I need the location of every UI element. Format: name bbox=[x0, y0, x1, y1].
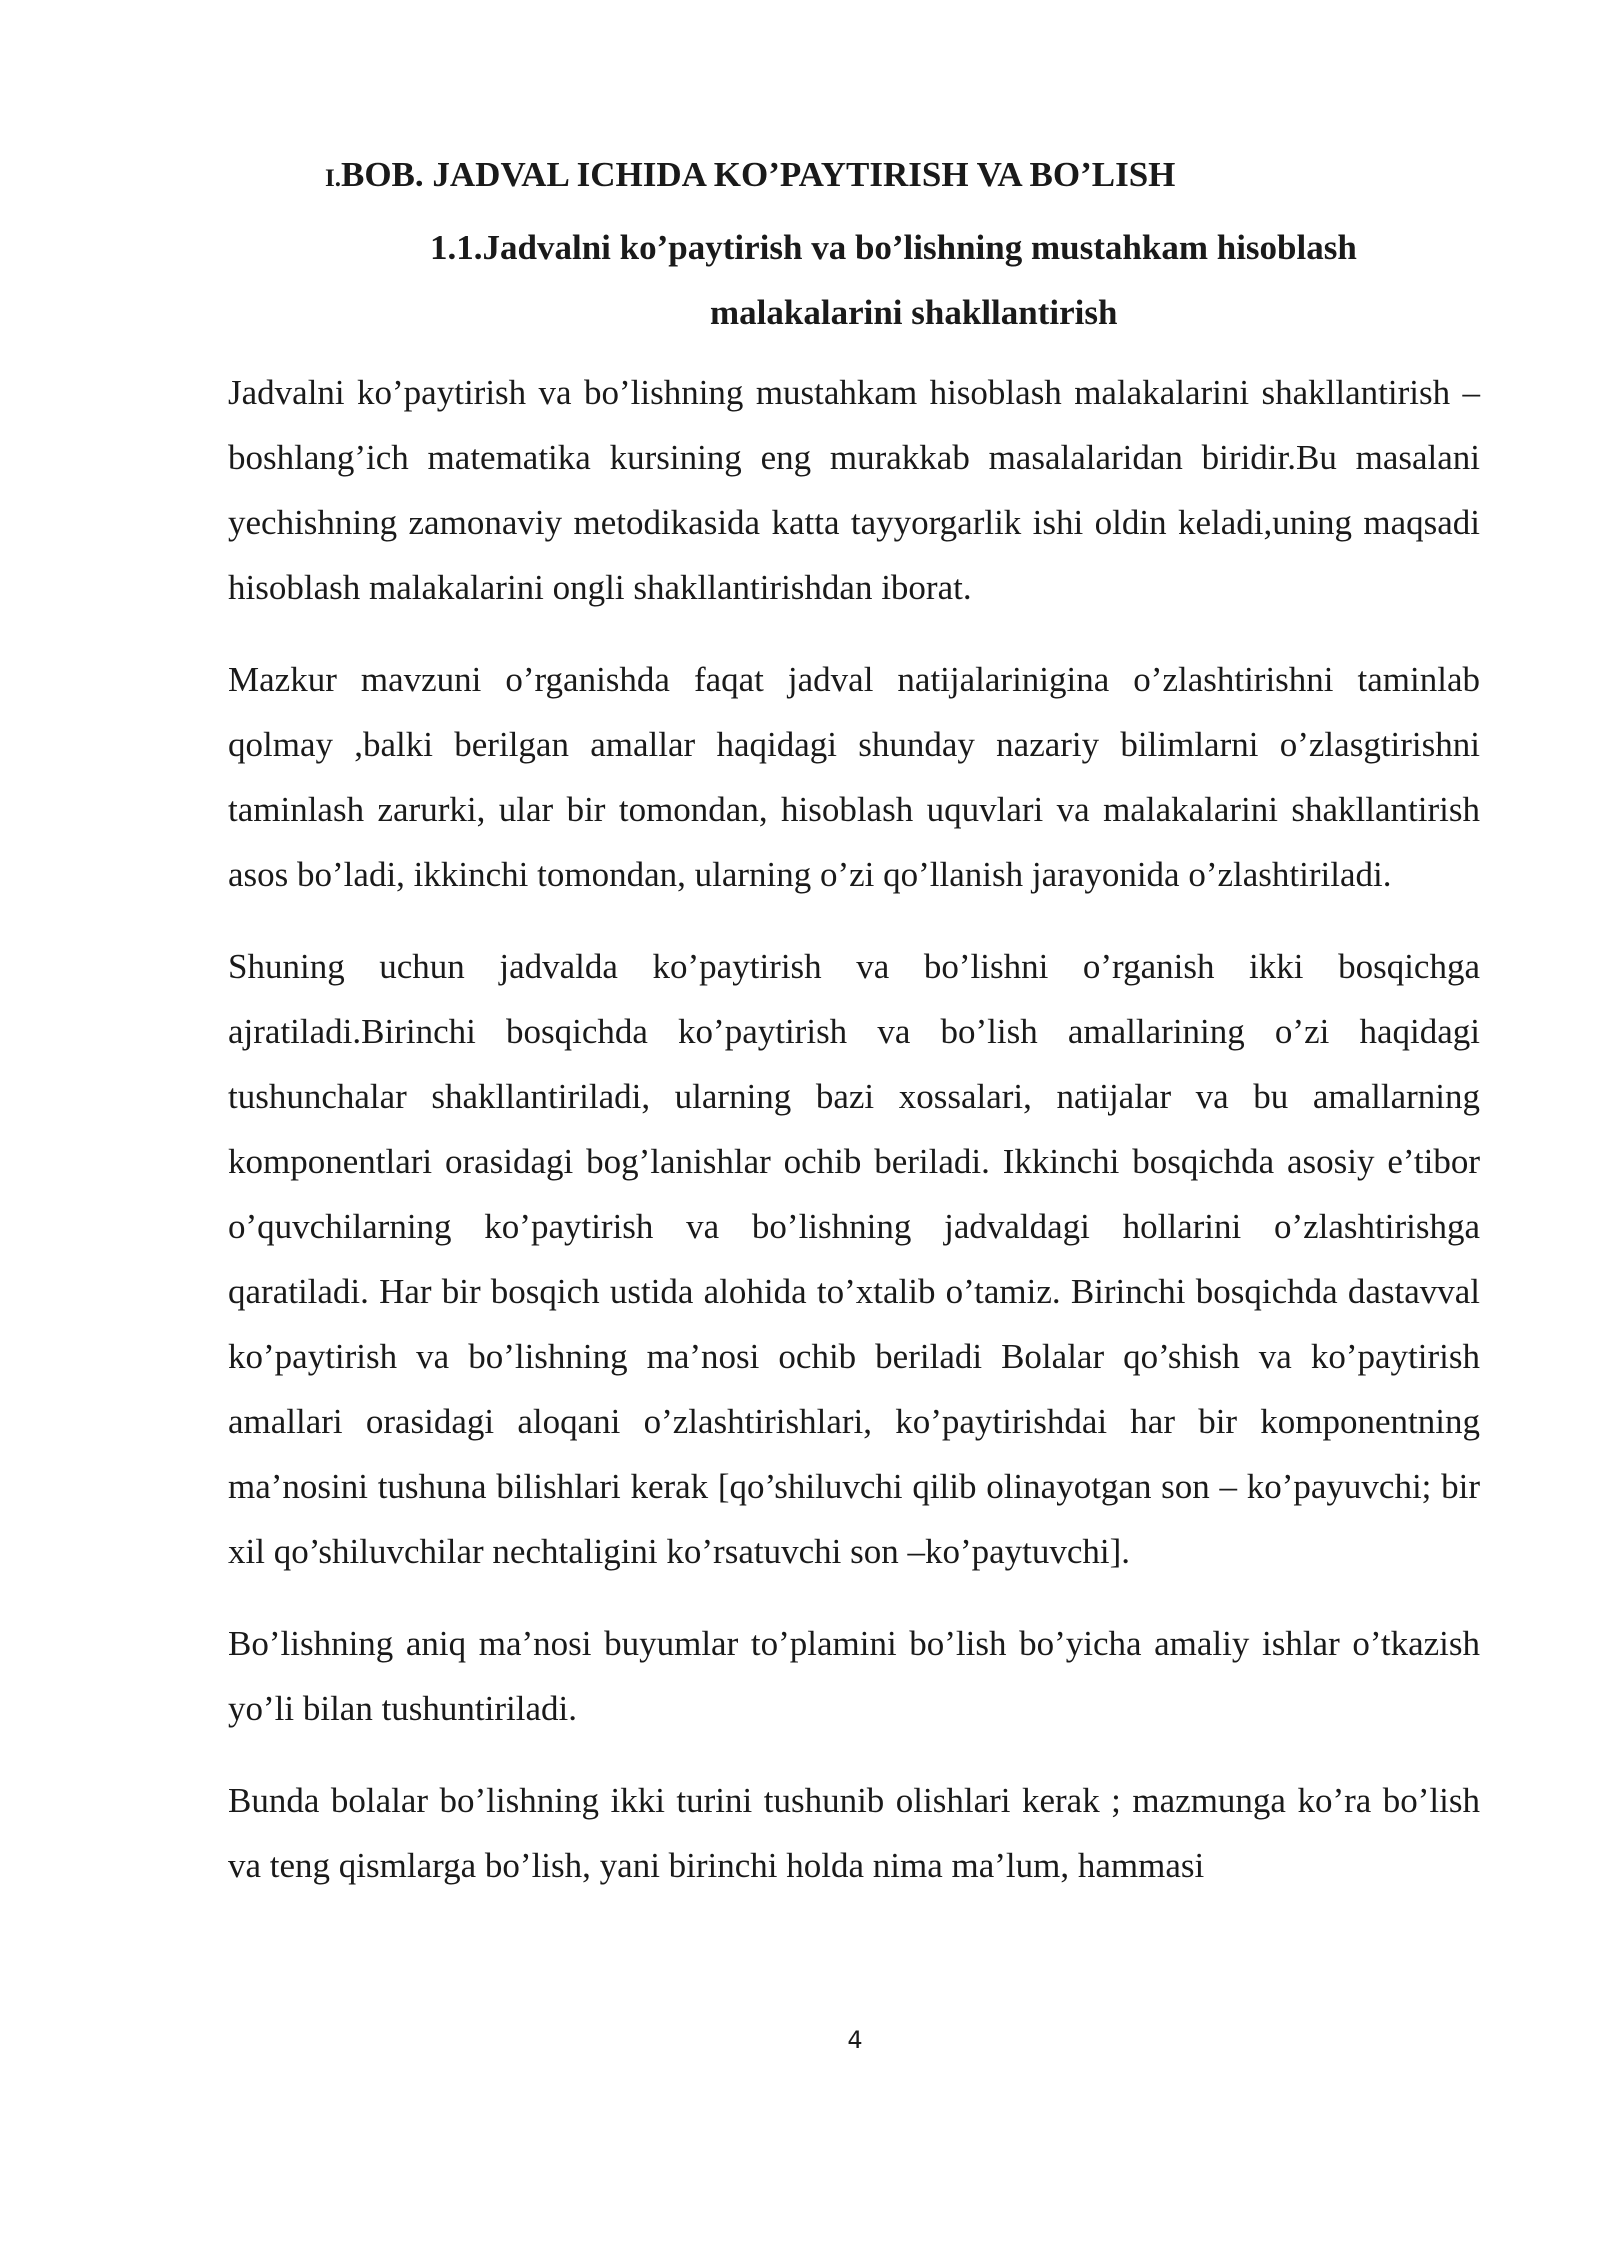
section-title bbox=[430, 215, 1455, 345]
page-number: 4 bbox=[847, 2026, 863, 2054]
section-title-line1: 1.1.Jadvalni ko’paytirish va bo’lishning mustahkam hisoblash bbox=[430, 228, 1357, 267]
paragraph-4: Bo’lishning aniq ma’nosi buyumlar to’plamini bo’lish bo’yicha amaliy ishlar o’tkazish yo’li bilan tushuntiriladi. bbox=[228, 1624, 1480, 1728]
section-title-line2: malakalarini shakllantirish bbox=[710, 293, 1118, 332]
chapter-title bbox=[325, 150, 1175, 204]
paragraph-5: Bunda bolalar bo’lishning ikki turini tushunib olishlari kerak ; mazmunga ko’ra bo’lish va teng qismlarga bo’lish, yani birinchi holda nima ma’lum, hammasi bbox=[228, 1781, 1480, 1885]
paragraph-1: Jadvalni ko’paytirish va bo’lishning mustahkam hisoblash malakalarini shakllantirish –boshlang’ich matematika kursining eng murakkab masalalaridan biridir.Bu masalani yechishning zamonaviy metodikasida katta tayyorgarlik ishi oldin keladi,uning maqsadi hisoblash malakalarini ongli shakllantirishdan iborat. bbox=[228, 373, 1480, 607]
body-text bbox=[228, 360, 1480, 1925]
chapter-title-text: BOB. JADVAL ICHIDA KO’PAYTIRISH VA BO’LISH bbox=[340, 155, 1176, 194]
paragraph-3: Shuning uchun jadvalda ko’paytirish va bo’lishni o’rganish ikki bosqichga ajratiladi.Birinchi bosqichda ko’paytirish va bo’lish amallarining o’zi haqidagi tushunchalar shakllantiriladi, ularning bazi xossalari, natijalar va bu amallarning komponentlari orasidagi bog’lanishlar ochib beriladi. Ikkinchi bosqichda asosiy e’tibor o’quvchilarning ko’paytirish va bo’lishning jadvaldagi hollarini o’zlashtirishga qaratiladi. Har bir bosqich ustida alohida to’xtalib o’tamiz. Birinchi bosqichda dastavval ko’paytirish va bo’lishning ma’nosi ochib beriladi Bolalar qo’shish va ko’paytirish amallari orasidagi aloqani o’zlashtirishlari, ko’paytirishdai har bir komponentning ma’nosini tushuna bilishlari kerak [qo’shiluvchi qilib olinayotgan son – ko’payuvchi; bir xil qo’shiluvchilar nechtaligini ko’rsatuvchi son –ko’paytuvchi]. bbox=[228, 947, 1480, 1571]
paragraph-2: Mazkur mavzuni o’rganishda faqat jadval natijalarinigina o’zlashtirishni taminlab qolmay ,balki berilgan amallar haqidagi shunday nazariy bilimlarni o’zlasgtirishni taminlash zarurki, ular bir tomondan, hisoblash uquvlari va malakalarini shakllantirish asos bo’ladi, ikkinchi tomondan, ularning o’zi qo’llanish jarayonida o’zlashtiriladi. bbox=[228, 660, 1480, 894]
chapter-number: I. bbox=[325, 165, 341, 192]
